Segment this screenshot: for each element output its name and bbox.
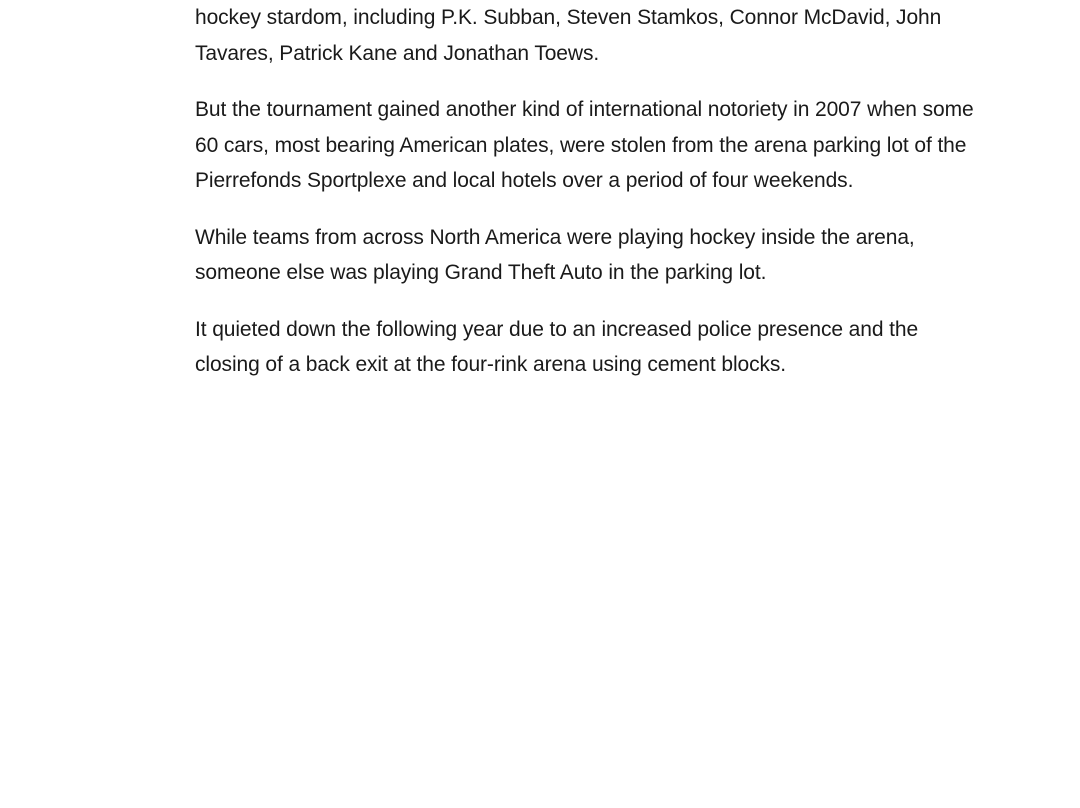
article-paragraph: It quieted down the following year due to an increased police presence and the closing of a back exit at the four-rink arena using cement blocks. [195, 317, 919, 376]
article-paragraph: But the tournament gained another kind of international notoriety in 2007 when some 60 cars, most bearing American plates, were stolen from the arena parking lot of the Pierrefonds Sportplexe and local hotels over a period of four weekends. [195, 98, 974, 192]
article-paragraph: hockey stardom, including P.K. Subban, Steven Stamkos, Connor McDavid, John Tavares, Patrick Kane and Jonathan Toews. [195, 6, 942, 65]
article-body [195, 0, 975, 404]
article-paragraph: While teams from across North America were playing hockey inside the arena, someone else was playing Grand Theft Auto in the parking lot. [195, 225, 915, 284]
